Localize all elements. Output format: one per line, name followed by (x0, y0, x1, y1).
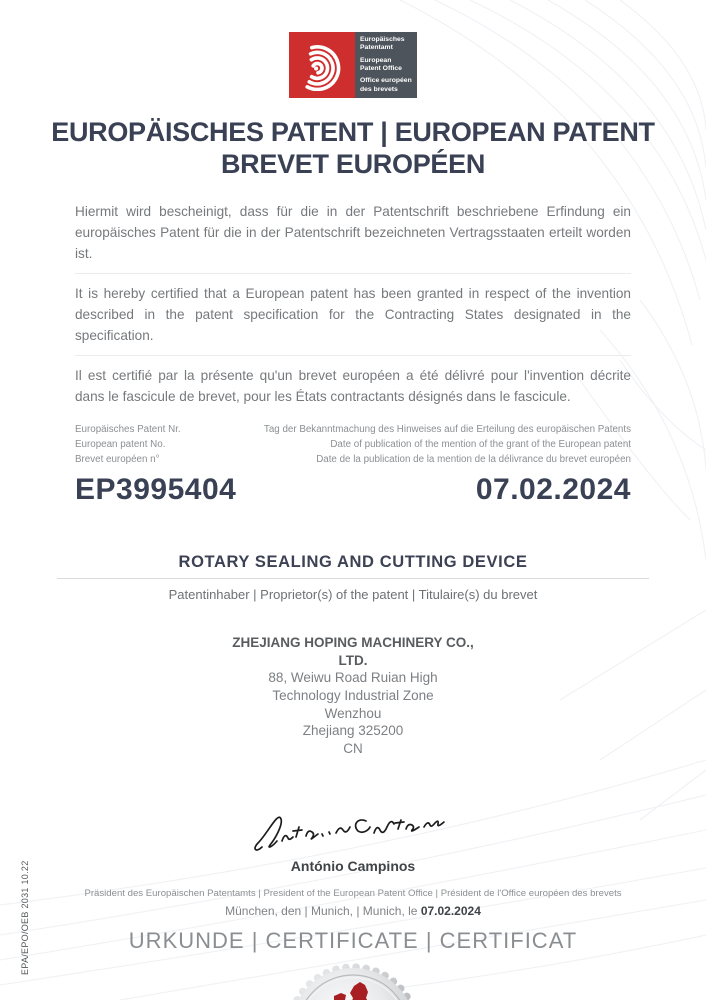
form-code-vertical: EPA/EPO/OEB 2031 10.22 (20, 860, 30, 975)
place-date-value: 07.02.2024 (420, 904, 481, 919)
patent-number-label-en: European patent No. (75, 438, 166, 450)
invention-title: ROTARY SEALING AND CUTTING DEVICE (178, 553, 528, 572)
president-title-line: Präsident des Europäischen Patentamts | President of the European Patent Office | Président de l'Office européen des brevets (84, 888, 622, 900)
patent-number-value: EP3995404 (75, 473, 237, 507)
proprietor-address-line: Technology Industrial Zone (272, 687, 434, 703)
epo-logo-line-en: European Patent Office (360, 56, 402, 72)
signature-autograph (0, 803, 706, 874)
epo-spiral-icon (289, 32, 355, 98)
grant-date-value: 07.02.2024 (475, 473, 631, 507)
proprietor-label: Patentinhaber | Proprietor(s) of the patent | Titulaire(s) du brevet (168, 587, 538, 603)
certification-paragraph-de: Hiermit wird bescheinigt, dass für die in der Patentschrift beschriebene Erfindung ein europäisches Patent für die in der Patentschrift bezeichneten Vertragsstaaten erteilt worden ist. (75, 203, 631, 261)
grant-date-label-de: Tag der Bekanntmachung des Hinweises auf die Erteilung des europäischen Patents (263, 424, 631, 436)
certificate-heading (0, 116, 706, 181)
certification-paragraph-en: It is hereby certified that a European patent has been granted in respect of the invention described in the patent specification for the Contracting States designated in the specification. (75, 285, 631, 344)
patent-number-label-de: Europäisches Patent Nr. (75, 424, 181, 436)
certificate-footer-line: URKUNDE | CERTIFICATE | CERTIFICAT (128, 928, 578, 954)
patent-number-label-fr: Brevet européen n° (75, 453, 160, 465)
grant-date-label-en: Date of publication of the mention of the grant of the European patent (330, 438, 631, 450)
signatory-name: António Campinos (290, 858, 416, 875)
grant-date-label-fr: Date de la publication de la mention de la délivrance du brevet européen (316, 453, 631, 465)
grant-values-row (75, 473, 631, 507)
paragraph-divider (75, 273, 631, 274)
proprietor-address-line: Zhejiang 325200 (302, 723, 404, 739)
place-date-line (0, 904, 706, 918)
paragraph-divider (75, 355, 631, 356)
epo-logo-wordmark (355, 32, 417, 98)
certificate-heading-line1: EUROPÄISCHES PATENT | EUROPEAN PATENT (51, 117, 655, 147)
proprietor-name-line1: ZHEJIANG HOPING MACHINERY CO., (232, 635, 474, 651)
invention-title-rule (57, 578, 649, 579)
place-date-text: München, den | Munich, | Munich, le (225, 904, 418, 919)
grant-date-labels (264, 423, 631, 467)
grant-labels-row (75, 423, 631, 467)
patent-number-labels (75, 423, 181, 467)
certification-paragraphs (75, 201, 631, 408)
proprietor-address-line: Wenzhou (324, 705, 382, 721)
proprietor-address-line: CN (343, 740, 363, 756)
epo-logo (289, 32, 417, 98)
proprietor-name-line2: LTD. (338, 652, 368, 668)
epo-logo-line-fr: Office européen des brevets (360, 77, 412, 93)
proprietor-address-block (0, 634, 706, 757)
certificate-heading-line2: BREVET EUROPÉEN (220, 149, 486, 180)
proprietor-address-line: 88, Weiwu Road Ruian High (268, 670, 438, 686)
certification-paragraph-fr: Il est certifié par la présente qu'un brevet européen a été délivré pour l'invention décrite dans le fascicule de brevet, pour les États contractants désignés dans le fascicule. (75, 368, 631, 405)
epo-logo-line-de: Europäisches Patentamt (360, 35, 405, 52)
european-seal (0, 960, 706, 1000)
